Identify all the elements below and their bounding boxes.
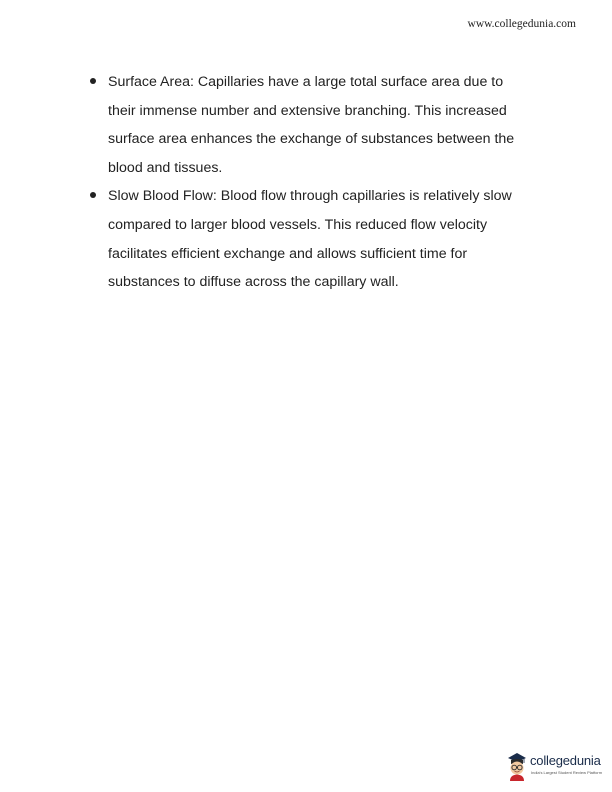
list-item — [90, 182, 530, 296]
list-item-text: Surface Area: Capillaries have a large total surface area due to their immense number and extensive branching. This increased surface area enhances the exchange of substances between the blood and tissues. — [108, 74, 515, 176]
bullet-icon — [90, 78, 96, 84]
bullet-icon — [90, 192, 96, 198]
mascot-icon — [505, 750, 529, 782]
bullet-list — [90, 68, 530, 297]
logo-tagline: India's Largest Student Review Platform — [531, 770, 603, 775]
header-url[interactable]: www.collegedunia.com — [467, 18, 576, 30]
list-item-text: Slow Blood Flow: Blood flow through capillaries is relatively slow compared to larger blood vessels. This reduced flow velocity facilitates efficient exchange and allows sufficient time for substances to diffuse across the capillary wall. — [108, 188, 512, 291]
page-content — [90, 68, 530, 297]
list-item — [90, 68, 530, 182]
logo-wordmark: collegedunia — [530, 753, 601, 768]
collegedunia-logo — [505, 750, 605, 784]
